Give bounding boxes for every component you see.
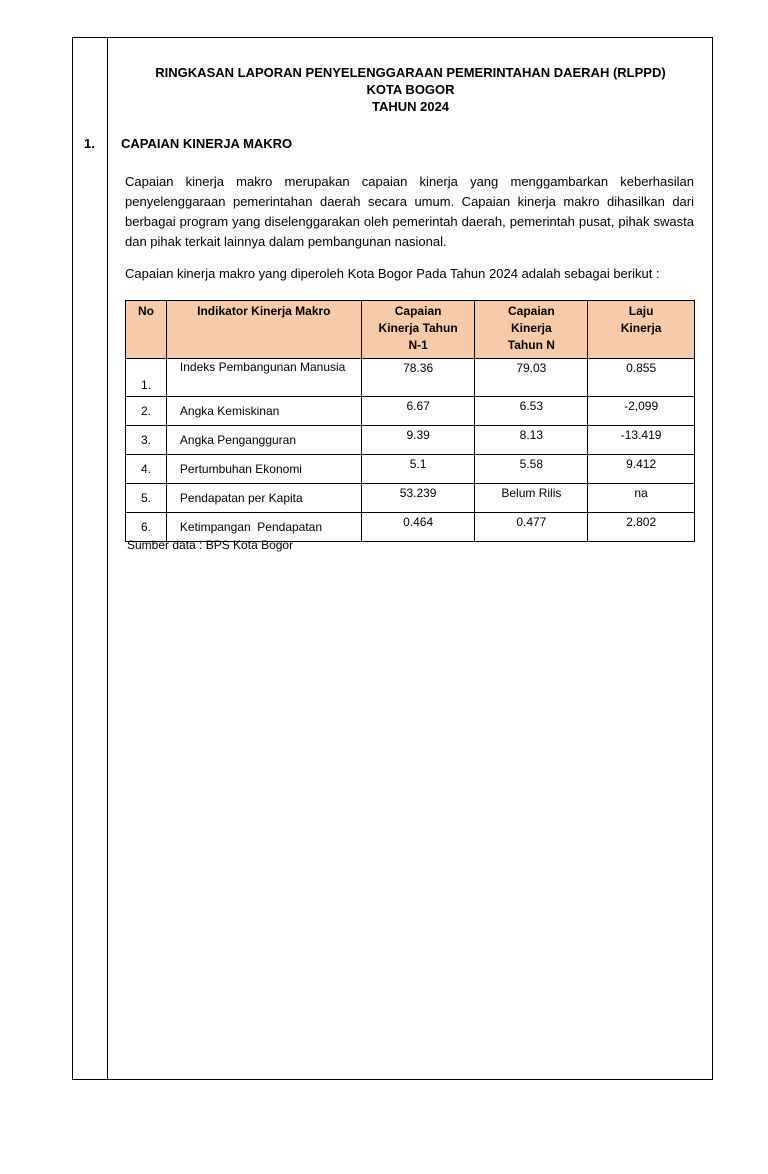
row-prev: 53.239 (361, 484, 475, 513)
title-line-1: RINGKASAN LAPORAN PENYELENGGARAAN PEMERINTAHAN DAERAH (RLPPD) (155, 65, 666, 80)
row-prev: 6.67 (361, 397, 475, 426)
row-rate: -13.419 (588, 426, 695, 455)
table-row (126, 397, 695, 426)
macro-performance-table (125, 300, 695, 542)
header-indicator: Indikator Kinerja Makro (166, 301, 361, 359)
row-rate: 9.412 (588, 455, 695, 484)
row-rate: 0.855 (588, 359, 695, 397)
header-prev-year: Capaian Kinerja Tahun N-1 (361, 301, 475, 359)
section-title: CAPAIAN KINERJA MAKRO (121, 136, 293, 151)
row-prev: 9.39 (361, 426, 475, 455)
row-indicator: Angka Pengangguran (166, 426, 361, 455)
row-no: 1. (126, 359, 167, 397)
row-no: 3. (126, 426, 167, 455)
table-row (126, 455, 695, 484)
header-rate: Laju Kinerja (588, 301, 695, 359)
header-current-year: Capaian Kinerja Tahun N (475, 301, 588, 359)
row-rate: na (588, 484, 695, 513)
margin-divider (107, 37, 108, 1080)
row-rate: -2,099 (588, 397, 695, 426)
row-curr: 0.477 (475, 513, 588, 542)
title-line-2: KOTA BOGOR (366, 82, 455, 97)
row-prev: 78.36 (361, 359, 475, 397)
row-no: 6. (126, 513, 167, 542)
row-curr: 79.03 (475, 359, 588, 397)
row-curr: Belum Rilis (475, 484, 588, 513)
row-indicator: Ketimpangan Pendapatan (166, 513, 361, 542)
data-source-note: Sumber data : BPS Kota Bogor (127, 538, 294, 552)
row-prev: 5.1 (361, 455, 475, 484)
row-no: 4. (126, 455, 167, 484)
row-indicator: Angka Kemiskinan (166, 397, 361, 426)
row-rate: 2.802 (588, 513, 695, 542)
table-row (126, 359, 695, 397)
table-intro-paragraph: Capaian kinerja makro yang diperoleh Kota Bogor Pada Tahun 2024 adalah sebagai berikut : (125, 266, 660, 281)
row-no: 5. (126, 484, 167, 513)
title-line-3: TAHUN 2024 (371, 99, 450, 114)
header-no: No (126, 301, 167, 359)
row-curr: 8.13 (475, 426, 588, 455)
report-title (108, 64, 713, 115)
table-row (126, 426, 695, 455)
row-indicator: Pertumbuhan Ekonomi (166, 455, 361, 484)
row-curr: 5.58 (475, 455, 588, 484)
row-indicator: Pendapatan per Kapita (166, 484, 361, 513)
intro-paragraph: Capaian kinerja makro merupakan capaian kinerja yang menggambarkan keberhasilan penyelenggaraan pemerintahan daerah secara umum. Capaian kinerja makro dihasilkan dari berbagai program yang diselenggarakan oleh pemerintah daerah, pemerintah pusat, pihak swasta dan pihak terkait lainnya dalam pembangunan nasional. (125, 174, 694, 249)
row-indicator: Indeks Pembangunan Manusia (166, 359, 361, 397)
table-row (126, 484, 695, 513)
table-header-row (126, 301, 695, 359)
row-prev: 0.464 (361, 513, 475, 542)
row-no: 2. (126, 397, 167, 426)
section-number: 1. (84, 136, 95, 151)
row-curr: 6.53 (475, 397, 588, 426)
